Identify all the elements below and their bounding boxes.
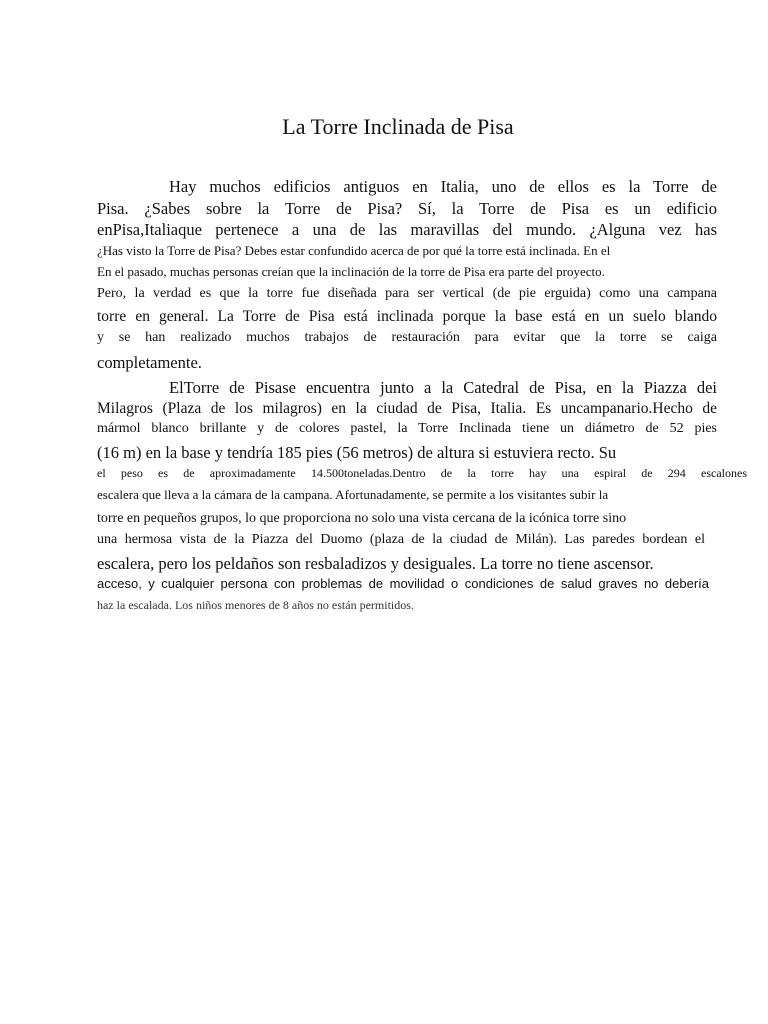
text-line: escalera que lleva a la cámara de la campana. Afortunadamente, se permite a los visitantes subir la <box>97 487 609 502</box>
text-line: acceso, y cualquier persona con problemas de movilidad o condiciones de salud graves no debería <box>97 576 709 591</box>
text-line: una hermosa vista de la Piazza del Duomo (plaza de la ciudad de Milán). Las paredes bordean el <box>97 532 705 547</box>
text-line: y se han realizado muchos trabajos de restauración para evitar que la torre se caiga <box>97 330 717 345</box>
text-line: torre en pequeños grupos, lo que proporciona no solo una vista cercana de la icónica torre sino <box>97 511 627 526</box>
text-line: escalera, pero los peldaños son resbaladizos y desiguales. La torre no tiene ascensor. <box>97 554 654 573</box>
text-line: Milagros (Plaza de los milagros) en la ciudad de Pisa, Italia. Es uncampanario.Hecho de <box>97 400 717 417</box>
text-line: ¿Has visto la Torre de Pisa? Debes estar confundido acerca de por qué la torre está inclinada. En el <box>97 243 611 258</box>
text-line: En el pasado, muchas personas creían que la inclinación de la torre de Pisa era parte del proyecto. <box>97 264 605 279</box>
text-line: enPisa,Italiaque pertenece a una de las maravillas del mundo. ¿Alguna vez has <box>97 220 717 239</box>
text-line: mármol blanco brillante y de colores pastel, la Torre Inclinada tiene un diámetro de 52 pies <box>97 421 717 436</box>
text-line: completamente. <box>97 353 202 372</box>
text-line: (16 m) en la base y tendría 185 pies (56 metros) de altura si estuviera recto. Su <box>97 443 617 462</box>
text-line: Hay muchos edificios antiguos en Italia, uno de ellos es la Torre de <box>169 177 717 196</box>
text-line: el peso es de aproximadamente 14.500toneladas.Dentro de la torre hay una espiral de 294 escalones <box>97 466 747 480</box>
text-line: torre en general. La Torre de Pisa está inclinada porque la base está en un suelo blando <box>97 308 717 325</box>
document-title: La Torre Inclinada de Pisa <box>282 114 514 139</box>
text-line: ElTorre de Pisase encuentra junto a la Catedral de Pisa, en la Piazza dei <box>169 378 717 397</box>
text-line: Pisa. ¿Sabes sobre la Torre de Pisa? Sí, la Torre de Pisa es un edificio <box>97 199 717 218</box>
text-line: haz la escalada. Los niños menores de 8 años no están permitidos. <box>97 598 414 612</box>
text-line: Pero, la verdad es que la torre fue diseñada para ser vertical (de pie erguida) como una campana <box>97 286 717 301</box>
